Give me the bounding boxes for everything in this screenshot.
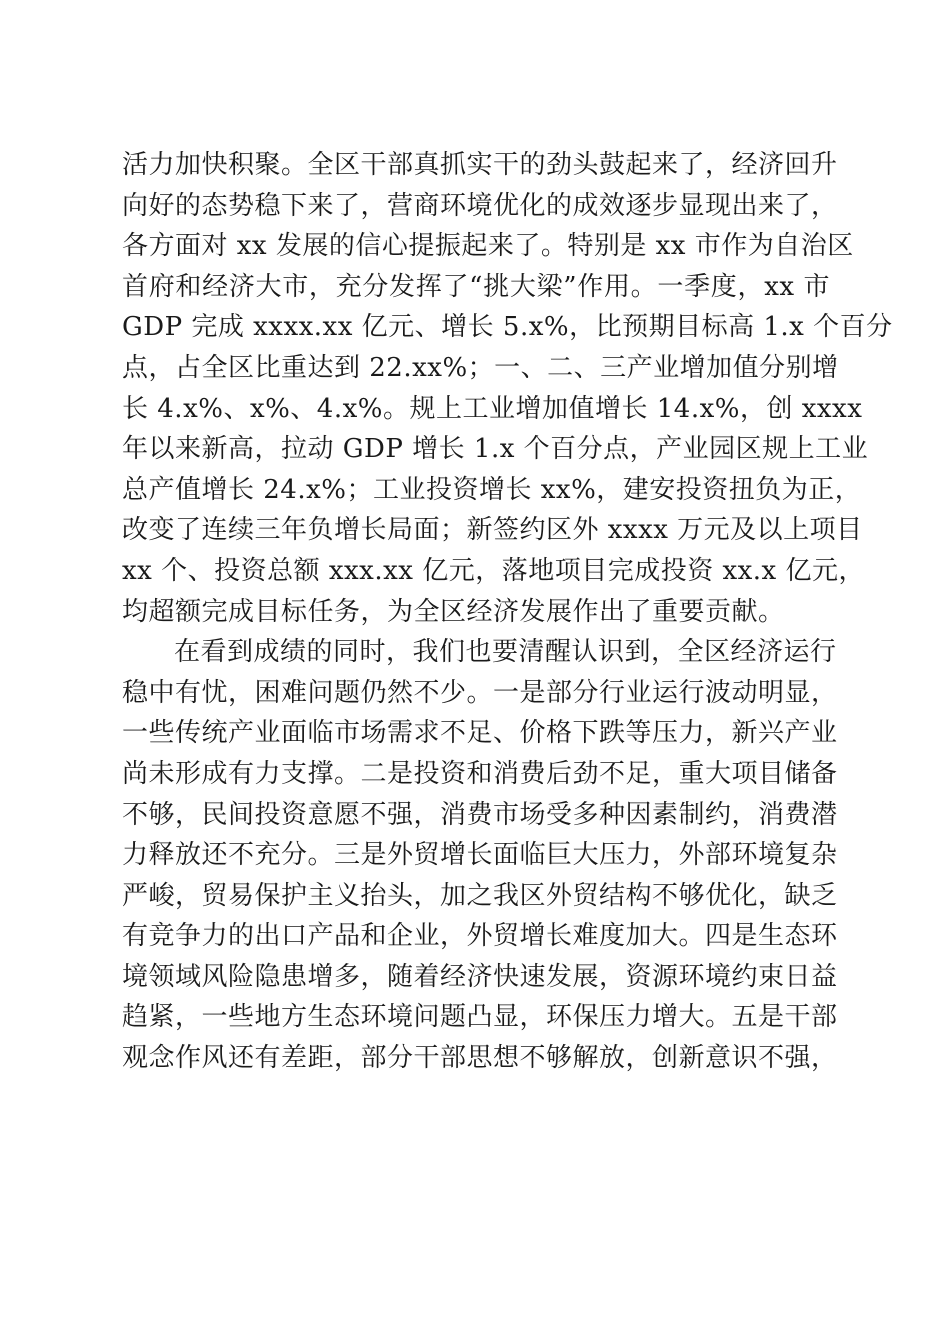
text-line: 首府和经济大市，充分发挥了“挑大梁”作用。一季度，xx 市 xyxy=(122,271,830,302)
text-line: 不够，民间投资意愿不强，消费市场受多种因素制约，消费潜 xyxy=(122,799,838,830)
body-text xyxy=(122,145,893,1079)
text-line: 年以来新高，拉动 GDP 增长 1.x 个百分点，产业园区规上工业 xyxy=(122,434,869,465)
text-line: 观念作风还有差距，部分干部思想不够解放，创新意识不强， xyxy=(122,1043,838,1074)
text-line: 点，占全区比重达到 22.xx%；一、二、三产业增加值分别增 xyxy=(122,352,839,383)
text-line: 有竞争力的出口产品和企业，外贸增长难度加大。四是生态环 xyxy=(122,921,838,952)
text-line: 长 4.x%、x%、4.x%。规上工业增加值增长 14.x%，创 xxxx xyxy=(122,393,863,424)
text-line: 一些传统产业面临市场需求不足、价格下跌等压力，新兴产业 xyxy=(122,718,838,749)
text-line: 总产值增长 24.x%；工业投资增长 xx%，建安投资扭负为正， xyxy=(122,474,862,505)
text-line: 向好的态势稳下来了，营商环境优化的成效逐步显现出来了， xyxy=(122,190,838,221)
text-line: 活力加快积聚。全区干部真抓实干的劲头鼓起来了，经济回升 xyxy=(122,150,838,180)
paragraph-achievements xyxy=(122,145,893,632)
text-line: xx 个、投资总额 xxx.xx 亿元，落地项目完成投资 xx.x 亿元， xyxy=(122,555,865,586)
text-line: 稳中有忧，困难问题仍然不少。一是部分行业运行波动明显， xyxy=(122,677,838,708)
text-line: 改变了连续三年负增长局面；新签约区外 xxxx 万元及以上项目 xyxy=(122,515,863,546)
text-line: GDP 完成 xxxx.xx 亿元、增长 5.x%，比预期目标高 1.x 个百分 xyxy=(122,312,893,343)
text-line: 尚未形成有力支撑。二是投资和消费后劲不足，重大项目储备 xyxy=(122,758,838,789)
text-line: 各方面对 xx 发展的信心提振起来了。特别是 xx 市作为自治区 xyxy=(122,231,854,262)
text-line: 严峻，贸易保护主义抬头，加之我区外贸结构不够优化，缺乏 xyxy=(122,880,838,911)
text-line: 趋紧，一些地方生态环境问题凸显，环保压力增大。五是干部 xyxy=(122,1002,838,1033)
text-line: 力释放还不充分。三是外贸增长面临巨大压力，外部环境复杂 xyxy=(122,840,838,871)
text-line: 均超额完成目标任务，为全区经济发展作出了重要贡献。 xyxy=(122,596,785,627)
text-line: 在看到成绩的同时，我们也要清醒认识到，全区经济运行 xyxy=(174,637,837,668)
paragraph-problems xyxy=(122,632,838,1079)
text-line: 境领域风险隐患增多，随着经济快速发展，资源环境约束日益 xyxy=(122,961,838,992)
